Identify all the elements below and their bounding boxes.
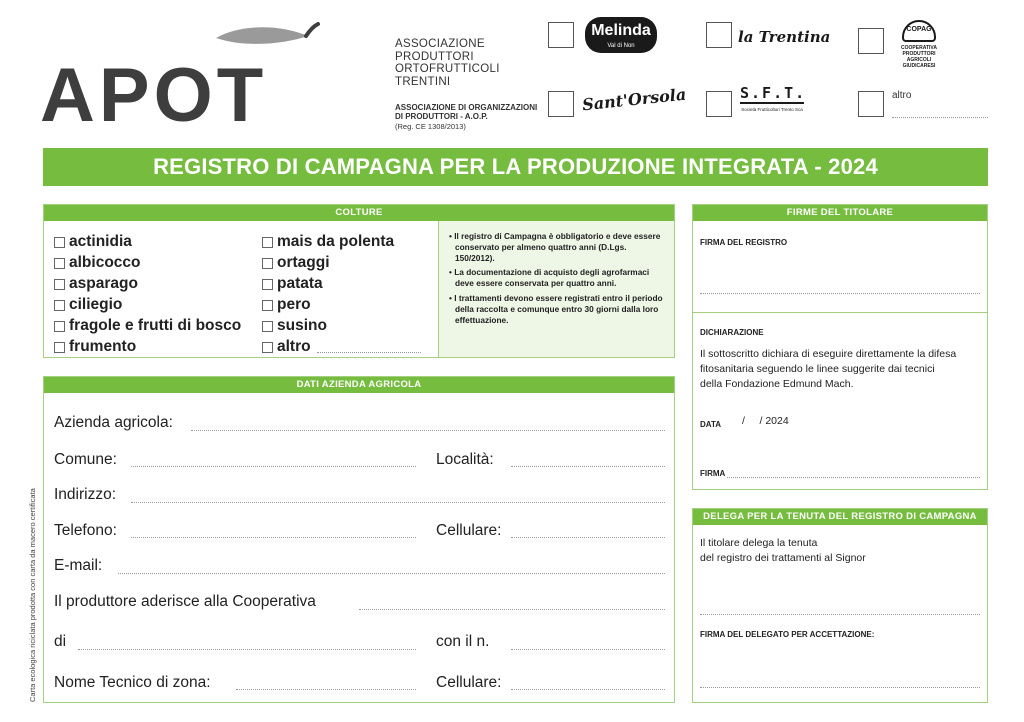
altro-checkbox[interactable]	[858, 91, 884, 117]
email-input-line[interactable]	[118, 573, 665, 574]
crop-label: actinidia	[69, 233, 132, 250]
firme-heading: FIRME DEL TITOLARE	[693, 205, 987, 221]
firma-registro-line[interactable]	[700, 293, 980, 294]
sft-logo-sub: Società Frutticoltori Trento Sca	[741, 107, 803, 112]
crop-label: pero	[277, 296, 311, 313]
dati-azienda-panel	[43, 376, 675, 703]
aop-name	[395, 103, 537, 121]
azienda-input-line[interactable]	[191, 430, 665, 431]
crop-option[interactable]	[54, 275, 138, 293]
apple-leaf-icon	[210, 22, 320, 62]
colture-notes	[438, 221, 674, 357]
copag-sub-line: PRODUTTORI AGRICOLI	[902, 51, 936, 63]
sft-logo	[740, 84, 807, 112]
di-input-line[interactable]	[78, 649, 416, 650]
crop-checkbox[interactable]	[262, 321, 273, 332]
assoc-line: TRENTINI	[395, 75, 451, 88]
cellulare-tecnico-label: Cellulare:	[436, 674, 502, 691]
tecnico-label: Nome Tecnico di zona:	[54, 674, 211, 691]
crop-label: altro	[277, 338, 311, 355]
crop-checkbox[interactable]	[54, 300, 65, 311]
association-name	[395, 38, 500, 88]
regulation-note: (Reg. CE 1308/2013)	[395, 122, 466, 131]
crop-option[interactable]	[54, 338, 136, 356]
cooperativa-input-line[interactable]	[359, 609, 665, 610]
con-il-n-label: con il n.	[436, 633, 490, 650]
indirizzo-label: Indirizzo:	[54, 486, 117, 503]
delega-heading: DELEGA PER LA TENUTA DEL REGISTRO DI CAMPAGNA	[693, 509, 987, 525]
delegato-name-line[interactable]	[700, 614, 980, 615]
assoc-line: PRODUTTORI	[395, 50, 474, 63]
firme-panel	[692, 204, 988, 490]
dichiarazione-line: della Fondazione Edmund Mach.	[700, 378, 854, 390]
note-item: • La documentazione di acquisto degli agrofarmaci deve essere conservata per quattro anni.	[449, 267, 650, 289]
cooperativa-label: Il produttore aderisce alla Cooperativa	[54, 593, 316, 610]
delega-line: del registro dei trattamenti al Signor	[700, 552, 866, 564]
crop-checkbox[interactable]	[262, 342, 273, 353]
altro-input-line[interactable]	[892, 117, 988, 118]
santorsola-checkbox[interactable]	[548, 91, 574, 117]
sft-checkbox[interactable]	[706, 91, 732, 117]
crop-checkbox[interactable]	[262, 237, 273, 248]
melinda-logo-sub: Val di Non	[607, 43, 635, 49]
page-title: REGISTRO DI CAMPAGNA PER LA PRODUZIONE INTEGRATA - 2024	[43, 148, 988, 186]
firma-line[interactable]	[727, 477, 980, 478]
crop-option[interactable]	[54, 296, 122, 314]
aop-line: DI PRODUTTORI - A.O.P.	[395, 112, 488, 121]
cellulare-label: Cellulare:	[436, 522, 502, 539]
firma-delegato-label: FIRMA DEL DELEGATO PER ACCETTAZIONE:	[700, 630, 875, 639]
dichiarazione-line: fitosanitaria seguendo le linee suggerite dai tecnici	[700, 363, 935, 375]
crop-checkbox[interactable]	[262, 279, 273, 290]
crop-label: fragole e frutti di bosco	[69, 317, 242, 334]
note-item: • Il registro di Campagna è obbligatorio e deve essere conservato per almeno quattro anni (D.Lgs. 150/2012).	[449, 231, 661, 263]
copag-checkbox[interactable]	[858, 28, 884, 54]
santorsola-logo: Sant'Orsola	[581, 84, 688, 115]
copag-logo	[894, 20, 944, 69]
crop-option[interactable]	[262, 254, 330, 272]
sft-logo-text: S.F.T.	[740, 84, 807, 102]
assoc-line: ASSOCIAZIONE	[395, 38, 485, 50]
firma-delegato-line[interactable]	[700, 687, 980, 688]
azienda-label: Azienda agricola:	[54, 414, 173, 431]
crop-label: susino	[277, 317, 327, 334]
apot-logo	[40, 22, 385, 138]
crop-label: patata	[277, 275, 323, 292]
crop-label: ortaggi	[277, 254, 330, 271]
data-field[interactable]: / / 2024	[742, 415, 789, 427]
telefono-label: Telefono:	[54, 522, 117, 539]
crop-checkbox[interactable]	[54, 342, 65, 353]
cellulare-tecnico-input-line[interactable]	[511, 689, 665, 690]
dichiarazione-label: DICHIARAZIONE	[700, 328, 764, 337]
dichiarazione-text	[700, 347, 956, 392]
crop-option[interactable]	[262, 317, 327, 335]
delega-text	[700, 536, 866, 566]
telefono-input-line[interactable]	[131, 537, 416, 538]
delega-panel	[692, 508, 988, 703]
cellulare-input-line[interactable]	[511, 537, 665, 538]
copag-sub-line: GIUDICARESI	[902, 63, 936, 69]
firma-label: FIRMA	[700, 469, 726, 478]
crop-label: asparago	[69, 275, 138, 292]
crop-checkbox[interactable]	[54, 279, 65, 290]
crop-option[interactable]	[54, 254, 141, 272]
altro-crop-input-line[interactable]	[317, 341, 421, 353]
crop-option[interactable]	[54, 233, 132, 251]
crop-option[interactable]	[262, 233, 394, 251]
dichiarazione-line: Il sottoscritto dichiara di eseguire direttamente la difesa	[700, 348, 957, 360]
crop-checkbox[interactable]	[262, 258, 273, 269]
crop-label: albicocco	[69, 254, 141, 271]
firma-registro-label: FIRMA DEL REGISTRO	[700, 238, 788, 247]
note-item: • I trattamenti devono essere registrati entro il periodo della raccolta e comunque entro 30 giorni dalla loro effettuazione.	[449, 292, 663, 325]
crop-option[interactable]	[262, 296, 311, 314]
crop-checkbox[interactable]	[262, 300, 273, 311]
indirizzo-input-line[interactable]	[131, 502, 665, 503]
tecnico-input-line[interactable]	[236, 689, 416, 690]
crop-label: ciliegio	[69, 296, 123, 313]
colture-panel	[43, 204, 675, 358]
localita-label: Località:	[436, 451, 494, 468]
copag-sub-line: COOPERATIVA	[901, 45, 937, 51]
con-il-n-input-line[interactable]	[511, 649, 665, 650]
crop-option[interactable]	[262, 275, 323, 293]
la-trentina-checkbox[interactable]	[706, 22, 732, 48]
data-label: DATA	[700, 420, 722, 429]
crop-option[interactable]	[262, 338, 421, 356]
aop-line: ASSOCIAZIONE DI ORGANIZZAZIONI	[395, 103, 538, 112]
email-label: E-mail:	[54, 557, 103, 574]
comune-input-line[interactable]	[131, 466, 416, 467]
melinda-checkbox[interactable]	[548, 22, 574, 48]
localita-input-line[interactable]	[511, 466, 665, 467]
colture-heading: COLTURE	[44, 205, 674, 221]
assoc-line: ORTOFRUTTICOLI	[395, 63, 500, 75]
dati-heading: DATI AZIENDA AGRICOLA	[44, 377, 674, 393]
crop-checkbox[interactable]	[54, 258, 65, 269]
la-trentina-logo: la Trentina	[738, 28, 831, 46]
crop-checkbox[interactable]	[54, 321, 65, 332]
divider	[693, 312, 987, 313]
di-label: di	[54, 633, 67, 650]
altro-label: altro	[892, 90, 912, 101]
crop-checkbox[interactable]	[54, 237, 65, 248]
crop-option[interactable]	[54, 317, 241, 335]
crop-label: frumento	[69, 338, 137, 355]
copag-mark: COPAG	[902, 20, 936, 42]
comune-label: Comune:	[54, 451, 117, 468]
apot-logo-text: APOT	[40, 53, 268, 138]
recycled-paper-note: Carta ecologica riciclata prodotta con carta da macero certificata	[28, 488, 37, 702]
crop-label: mais da polenta	[277, 233, 395, 250]
delega-line: Il titolare delega la tenuta	[700, 537, 818, 549]
melinda-logo-text: Melinda	[591, 22, 651, 39]
